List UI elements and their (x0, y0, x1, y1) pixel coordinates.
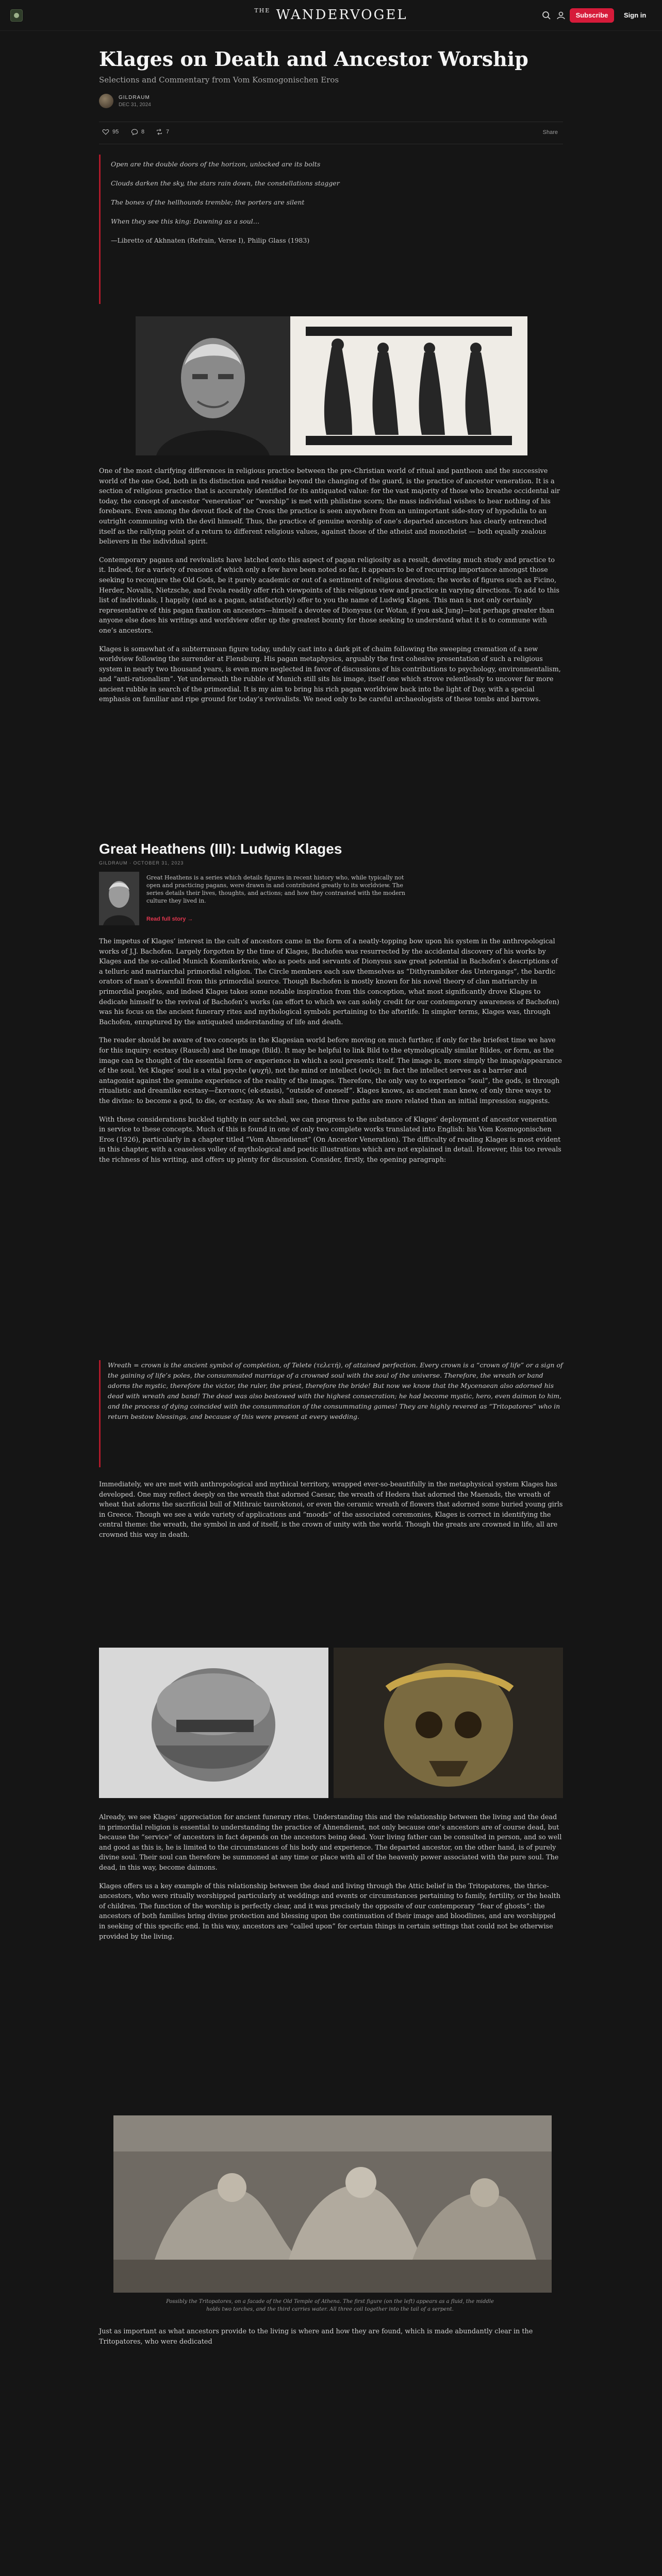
paragraph: The reader should be aware of two concepts in the Klagesian world before moving on much further, if only for the briefest time we have for this inquiry: ecstasy (Rausch) and the image (Bild). It may be helpful to link Bild to the etymologically similar Bildes, or form, as the image can be thought of the essential form or experience in which a soul presents itself. The image is, more simply the image/appearance of the soul. Yet Klages’ soul is a vital psyche (ψυχή), not the mind or intellect (νοῦς); in fact the intellect serves as a barrier and antagonist against the genuine experience of the reality of the images. Therefore, the only way to experience “soul”, the gods, is through ritualistic and dreamlike ecstasy—ἔκστασις (ek-stasis), “outside of oneself”. Klages knows, as ancient man knew, of only three ways to the divine: to become a god, to die, or ecstasy. As we shall see, these three paths are more related than an initial impression suggests. (99, 1037, 562, 1105)
paragraph: Contemporary pagans and revivalists have latched onto this aspect of pagan religiosity as a result, devoting much study and practice to it. Indeed, for a variety of reasons of which only a few have been noted so far, it appears to be of recurring importance amongst those seeking to reconjure the Old Gods, be it purely academic or out of a sentiment of religious devotion; the works of figures such as Ficino, Herder, Novalis, Nietzsche, and Evola readily offer rich viewpoints of this religious view and practice in varying directions. To add to this list of individuals, I happily (and as a pagan, satisfactorily) offer to you the name of Ludwig Klages. This man is not only certainly representative of this pagan fixation on ancestors—himself a devotee of Dionysus (or Wotan, if you ask Jung)—but perhaps greater than anyone else does his writings and worldview offer up the greatest bounty for those seeking to understand what it is to commune with one’s ancestors. (99, 556, 559, 635)
helmet-and-skull-illustrations (99, 1648, 563, 1798)
article-body-section-b (99, 1480, 563, 1549)
poem-citation: —Libretto of Akhnaten (Refrain, Verse I), Philip Glass (1983) (111, 236, 310, 244)
poem-line: When they see this king: Dawning as a soul… (111, 217, 260, 225)
paragraph: With these considerations buckled tightly in our satchel, we can progress to the substance of Klages’ deployment of ancestor veneration in service to these concepts. Much of this is found in one of only two complete works translated into English: his Vom Kosmogonischen Eros (1926), particularly in a chapter titled “Vom Ahnendienst” (On Ancestor Veneration). The difficulty of reading Klages is most evident in this chapter, with a ceaseless volley of mythological and poetic illustrations which are not explained in detail. However, this too reveals the richness of his writing, and offers up plenty for discussion. Consider, firstly, the opening paragraph: (99, 1115, 561, 1164)
paragraph: Just as important as what ancestors provide to the living is where and how they are found, which is made abundantly clear in the Tritopatores, who were dedicated (99, 2328, 533, 2346)
author-avatar[interactable] (99, 94, 113, 108)
epigraph-poem (99, 155, 563, 304)
heart-icon (102, 128, 109, 135)
post-date: DEC 31, 2024 (119, 102, 151, 108)
like-button[interactable] (102, 128, 119, 135)
poem-line: Open are the double doors of the horizon, unlocked are its bolts (111, 160, 321, 168)
read-full-story-link[interactable]: Read full story → (146, 916, 193, 922)
comment-count: 8 (141, 128, 145, 135)
embedded-post-meta: GILDRAUM · OCTOBER 31, 2023 (99, 860, 184, 866)
share-button[interactable]: Share (542, 129, 558, 135)
figure-caption: Possibly the Tritopatores, on a facade of the Old Temple of Athena. The first figure (on the left) appears as a fluid, the middle holds two torches, and the third carries water. All three coil together into the tail of a serpent. (166, 2299, 494, 2312)
comment-icon (131, 128, 138, 135)
article-body-section-a (99, 937, 563, 1173)
article-body-closing (99, 2327, 563, 2355)
author-name[interactable]: GILDRAUM (119, 95, 150, 100)
paragraph: One of the most clarifying differences in religious practice between the pre-Christian world of ritual and pantheon and the successive world of the one God, both in its distinction and residue beyond the changing of the guard, is the practice of ancestor veneration. It is a section of religious practice that is accurately identified for its antiquated value: for the vast majority of those who breathe occidental air today, the concept of ancestor “veneration” or “worship” is met with philistine scorn; the mass individual wishes to hear nothing of his forebears. Even among the devout flock of the Cross the practice is seen anywhere from an unimportant side-story of hypodulia to an outright communing with the devil himself. Thus, the practice of genuine worship of one’s departed ancestors has clearly entrenched itself as the rallying point of a return to different religious values, against those of the atheist and monotheist — both equally zealous believers in the individual spirit. (99, 467, 560, 546)
portrait-and-vase-illustration (136, 316, 527, 455)
paragraph: Klages is somewhat of a subterranean figure today, unduly cast into a dark pit of chaim following the sweeping cremation of a new worldview following the surrender at Flensburg. His pagan metaphysics, arguably the first cohesive presentation of such a religious system in nearly two thousand years, is even more neglected in favor of discussions of his contributions to psychology, environmentalism, and “anti-rationalism”. Yet underneath the rubble of Munich still sits his image, itself one which strove relentlessly to uncover far more ancient rubble in search of the primordial. It is my aim to bring his rich pagan worldview back into the light of Day, with a special emphasis on familiar and ripe ground for today’s revivalists. We need only to be careful archaeologists of these tombs and barrows. (99, 645, 561, 704)
tritopatores-frieze-image[interactable] (113, 2115, 552, 2293)
poem-line: The bones of the hellhounds tremble; the porters are silent (111, 198, 305, 206)
embedded-post-thumbnail[interactable] (99, 872, 139, 925)
paragraph: Already, we see Klages’ appreciation for ancient funerary rites. Understanding this and the relationship between the living and the dead in primordial religion is essential to understanding the practice of Ahnendienst, not only because one’s ancestors are of course dead, but because the “service” of ancestors in fact depends on the ancestors being dead. Your living father can be consulted in person, and so well and good as this is, he is limited to the circumstances of his body and experience. The departed ancestor, on the other hand, is of purely divine soul. Their soul can therefore be summoned at any time or place with all of the heavenly power associated with the pure soul. The dead, in this way, become daimons. (99, 1814, 562, 1872)
restack-button[interactable] (156, 128, 169, 135)
post-subtitle: Selections and Commentary from Vom Kosmogonischen Eros (99, 75, 339, 84)
embedded-post-blurb: Great Heathens is a series which details figures in recent history who, while typically not open and practicing pagans, were drawn in and contributed greatly to its worldview. The series details their lives, thoughts, and actions; and how they contrasted with the modern culture they lived in. (146, 874, 405, 904)
search-icon[interactable] (541, 10, 552, 21)
subscribe-button[interactable]: Subscribe (570, 8, 614, 23)
klages-portrait-thumbnail (99, 872, 139, 925)
brand-prefix: THE (254, 7, 271, 14)
article-body-intro (99, 466, 563, 713)
post-actions-bar (99, 122, 563, 144)
header-image-klages-and-vase[interactable] (136, 316, 527, 455)
brand-main: WANDERVOGEL (276, 7, 408, 23)
account-icon[interactable] (556, 10, 566, 21)
wreath-images-pair[interactable] (99, 1648, 563, 1798)
tritopatores-sculpture-illustration (113, 2115, 552, 2293)
paragraph: Klages offers us a key example of this relationship between the dead and living through the Attic belief in the Tritopatores, the thrice-ancestors, who were ritually worshipped particularly at weddings and events or circumstances pertaining to family, fertility, or the health of children. The function of the worship is perfectly clear, and it was precisely the opposite of our contemporary “fear of ghosts”: the ancestors of both families bring divine protection and blessing upon the continuation of their image and bloodlines, and are worshipped in seeking of this specific end. In this way, ancestors are “called upon” for certain things in certain settings that could not be otherwise provided by the living. (99, 1882, 561, 1941)
post-title: Klages on Death and Ancestor Worship (99, 47, 528, 71)
restack-icon (156, 128, 163, 135)
like-count: 95 (112, 128, 119, 135)
embedded-post-title[interactable]: Great Heathens (III): Ludwig Klages (99, 841, 342, 857)
comments-button[interactable] (131, 128, 144, 135)
signin-link[interactable]: Sign in (624, 11, 647, 19)
embedded-post-card[interactable] (99, 872, 563, 925)
post-byline (99, 92, 305, 112)
top-navigation-bar (0, 0, 662, 31)
paragraph: The impetus of Klages’ interest in the cult of ancestors came in the form of a neatly-topping bow upon his system in the anthropological works of J.J. Bachofen. Largely forgotten by the time of Klages, Bachofen was resurrected by the accidental discovery of his works by Klages and the so-called Munich Kosmikerkreis, who as poets and servants of Dionysus saw great potential in Bachofen’s descriptions of a telluric and matriarchal primordial religion. The Circle members each saw themselves as “Dithyrambiker des Untergangs”, the bardic orators of man’s downfall from this primordial source. Though Bachofen is mostly known for his novel theory of clan matriarchy in primordial peoples, and indeed Klages takes some notable inspiration from this conception, what most significantly drove Klages to dedicate himself to the revival of Bachofen’s works (an effort to which we can solely credit for our contemporary awareness of Bachofen) was his focus on the ancient funerary rites and mythological symbols pertaining to the afterlife. In simpler terms, Klages was, through Bachofen, enraptured by the antiquated understanding of life and death. (99, 938, 559, 1026)
klages-blockquote: Wreath = crown is the ancient symbol of completion, of Telete (τελετή), of attained perfection. Every crown is a “crown of life” or a sign of the gaining of life’s poles, the consummated marriage of a crowned soul with the soul of the universe. Therefore, the wreath or band adorns the mystic, therefore the victor, the ruler, the priest, therefore the bride! But now we know that the Mycenaean also adorned his dead with wreath and band! The dead was also bestowed with the highest consecration; he had become mystic, hero, even daimon to him, and the process of dying coincided with the consummation of the consummating games! They are highly revered as “Tritopatores” who in return bestow blessings, and because of this were present at every wedding. (99, 1360, 563, 1467)
restack-count: 7 (166, 128, 170, 135)
article-body-section-c (99, 1812, 563, 1950)
paragraph: Immediately, we are met with anthropological and mythical territory, wrapped ever-so-beautifully in the metaphysical system Klages has developed. One may reflect deeply on the wreath that adorned Caesar, the wreath of Hedera that adorned the Maenads, the wreath of wheat that adorns the sacrificial bull of Mithraic tauroktonoi, or even the ceramic wreath of flowers that adorned some buried young girls in Greece. Though we see a wide variety of applications and “moods” of the associated ceremonies, Klages is correct in identifying the central theme: the wreath, the symbol in and of itself, is the crown of unity with the world. Though the greats are crowned in life, all are crowned this way in death. (99, 1481, 563, 1539)
poem-line: Clouds darken the sky, the stars rain down, the constellations stagger (111, 179, 340, 187)
